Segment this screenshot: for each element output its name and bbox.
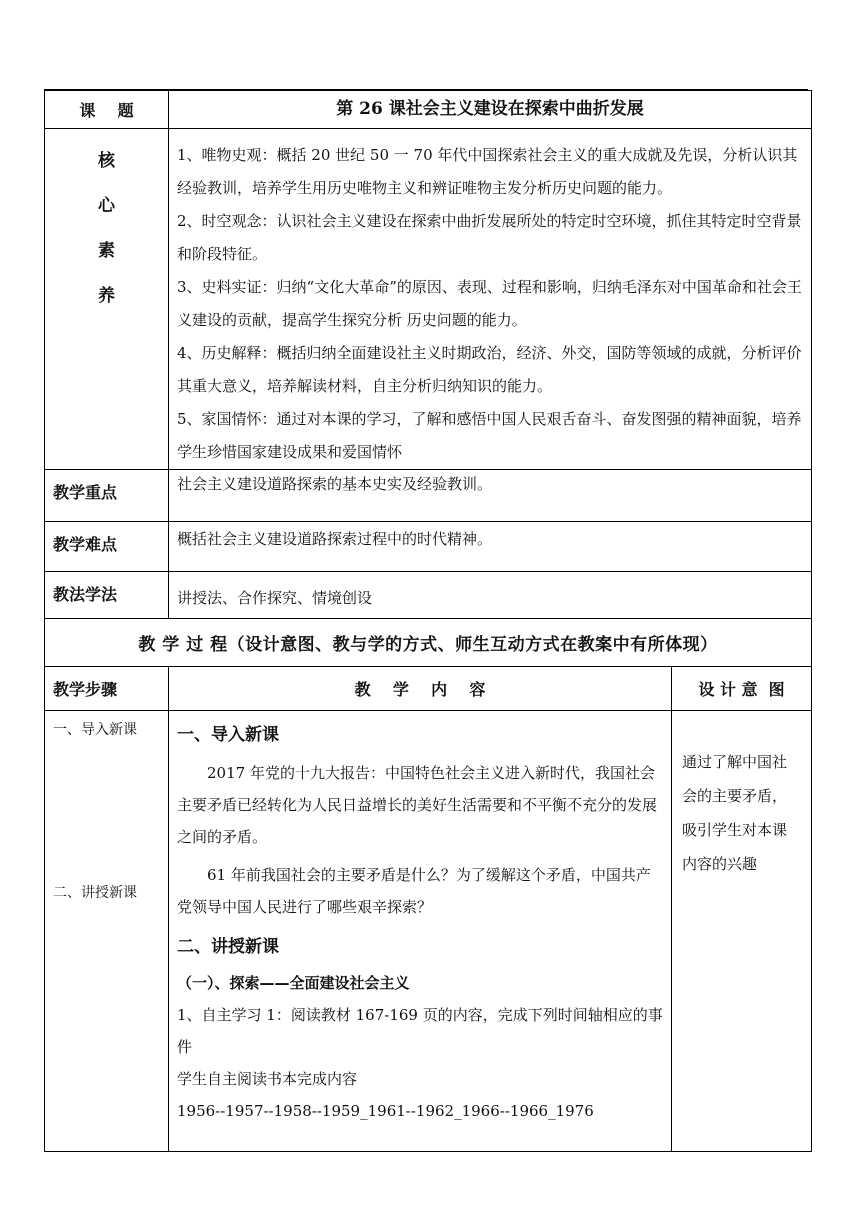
timeline-text: 1956--1957--1958--1959_1961--1962_1966--1966_1976: [177, 1102, 594, 1120]
core-item: 1、唯物史观：概括 20 世纪 50 一 70 年代中国探索社会主义的重大成就及先误，分析认识其经验教训，培养学生用历史唯物主义和辨证唯物主发分析历史问题的能力。: [177, 146, 798, 197]
lecture-heading: 二、讲授新课: [177, 937, 279, 957]
task-note: 学生自主阅读书本完成内容: [177, 1070, 358, 1088]
key-point-label: 教学重点: [45, 470, 169, 522]
column-header-row: [45, 667, 812, 711]
steps-column-header: 教学步骤: [45, 667, 169, 711]
intent-column: [672, 711, 812, 1152]
core-label-char: 核: [98, 151, 115, 171]
lesson-plan-table: [44, 90, 812, 1152]
core-literacy-row: [45, 129, 812, 470]
intro-heading: 一、导入新课: [177, 725, 279, 745]
process-body-row: [45, 711, 812, 1152]
core-item: 5、家国情怀：通过对本课的学习，了解和感悟中国人民艰舌奋斗、奋发图强的精神面貌，培养学生珍惜国家建设成果和爱国情怀: [177, 410, 802, 461]
core-item: 2、时空观念：认识社会主义建设在探索中曲折发展所处的特定时空环境，抓住其特定时空背景和阶段特征。: [177, 212, 802, 263]
intent-line: 会的主要矛盾，: [682, 787, 788, 805]
core-item: 4、历史解释：概括归纳全面建设社主义时期政治，经济、外交，国防等领域的成就，分析评价其重大意义，培养解读材料，自主分析归纳知识的能力。: [177, 344, 802, 395]
difficulty-text: 概括社会主义建设道路探索过程中的时代精神。: [169, 522, 812, 572]
topic-label: 课 题: [45, 91, 169, 129]
process-header-row: [45, 619, 812, 667]
key-point-text: 社会主义建设道路探索的基本史实及经验教训。: [169, 470, 812, 522]
core-label-char: 素: [98, 241, 115, 261]
difficulty-row: [45, 522, 812, 572]
core-label-char: 养: [98, 286, 115, 306]
difficulty-label: 教学难点: [45, 522, 169, 572]
intro-paragraph: 2017 年党的十九大报告：中国特色社会主义进入新时代，我国社会主要矛盾已经转化为人民日益增长的美好生活需要和不平衡不充分的发展之间的矛盾。: [177, 764, 658, 846]
process-header: 教 学 过 程（设计意图、教与学的方式、师生互动方式在教案中有所体现）: [45, 619, 812, 667]
steps-column: [45, 711, 169, 1152]
intent-line: 通过了解中国社: [682, 753, 788, 771]
key-point-row: [45, 470, 812, 522]
intro-question: 61 年前我国社会的主要矛盾是什么？为了缓解这个矛盾，中国共产党领导中国人民进行了哪些艰辛探索？: [177, 866, 651, 916]
content-column-header: 教 学 内 容: [169, 667, 672, 711]
core-literacy-label: [45, 129, 169, 470]
core-item: 3、史料实证：归纳“文化大革命”的原因、表现、过程和影响，归纳毛泽东对中国革命和社会王义建设的贡献，提高学生探究分析 历史问题的能力。: [177, 278, 802, 329]
intent-line: 内容的兴趣: [682, 855, 758, 873]
core-label-char: 心: [98, 196, 115, 216]
topic-row: [45, 91, 812, 129]
intent-column-header: 设 计 意 图: [672, 667, 812, 711]
lesson-title: 第 26 课社会主义建设在探索中曲折发展: [169, 91, 812, 129]
methods-row: [45, 572, 812, 619]
intent-line: 吸引学生对本课: [682, 821, 788, 839]
task-text: 1、自主学习 1：阅读教材 167-169 页的内容，完成下列时间轴相应的事件: [177, 1006, 663, 1056]
section-heading: （一）、探索——全面建设社会主义: [177, 974, 410, 992]
content-column: [169, 711, 672, 1152]
methods-text: 讲授法、合作探究、情境创设: [169, 572, 812, 619]
step-item: 一、导入新课: [53, 722, 137, 738]
methods-label: 教法学法: [45, 572, 169, 619]
step-item: 二、讲授新课: [53, 885, 137, 901]
core-literacy-body: [169, 129, 812, 470]
